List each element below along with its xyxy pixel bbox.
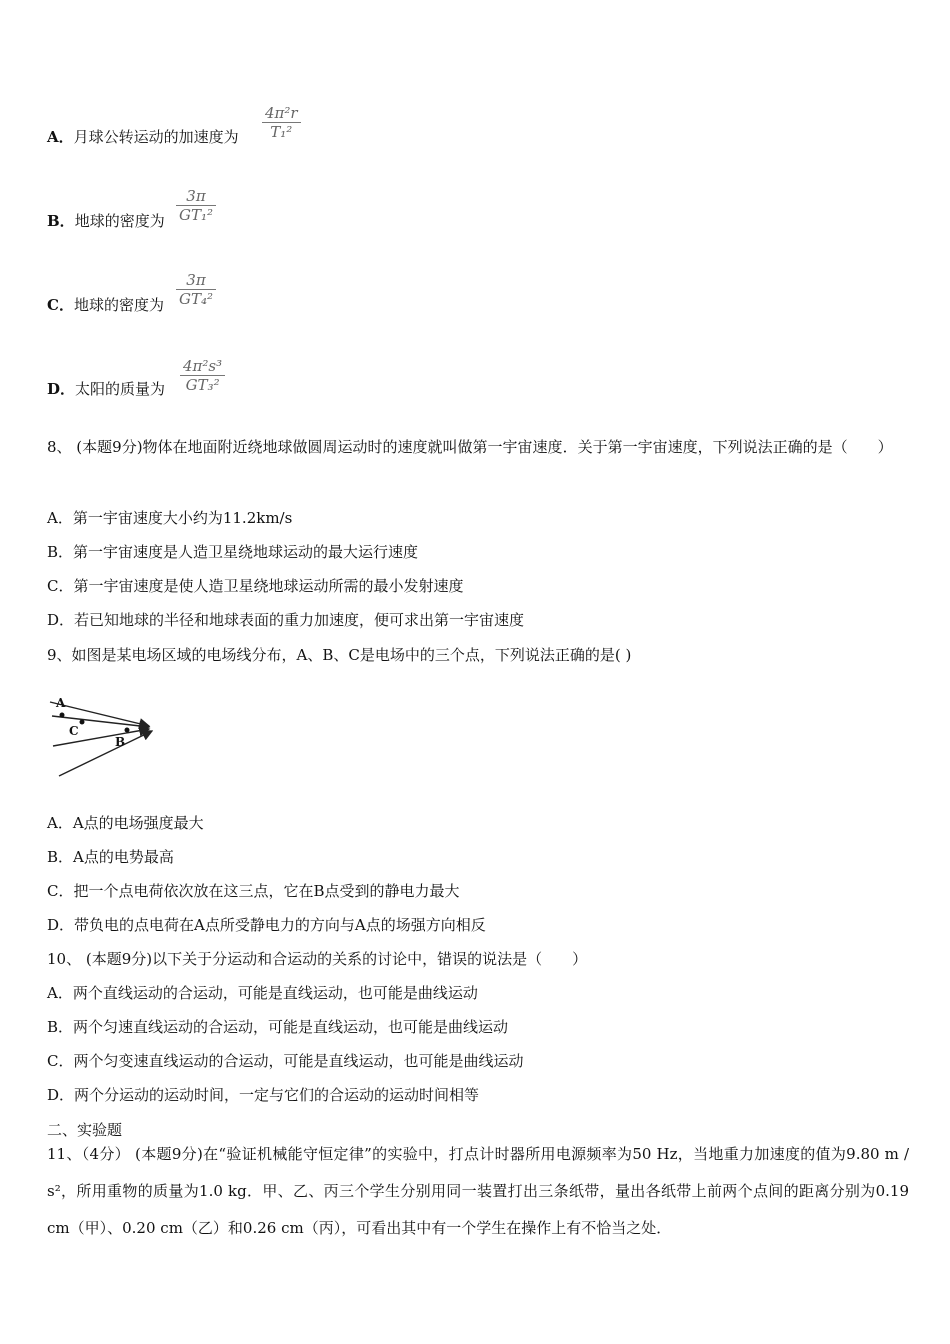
option-text: 地球的密度为 <box>73 296 164 314</box>
field-line <box>53 729 149 746</box>
fraction-denominator: GT₄² <box>179 290 214 308</box>
q10-option-a: A．两个直线运动的合运动，可能是直线运动，也可能是曲线运动 <box>47 984 478 1002</box>
option-label: D． <box>47 380 76 398</box>
q9-stem: 9、如图是某电场区域的电场线分布，A、B、C是电场中的三个点，下列说法正确的是( ) <box>47 646 632 664</box>
fraction-a <box>262 104 301 141</box>
q10-option-c: C．两个匀变速直线运动的合运动，可能是直线运动，也可能是曲线运动 <box>47 1052 524 1070</box>
fraction-numerator: 3π <box>186 187 206 205</box>
option-text: 地球的密度为 <box>74 212 165 230</box>
option-label: A． <box>47 128 74 146</box>
q7-option-c <box>47 295 164 315</box>
q8-stem: 8、 (本题9分)物体在地面附近绕地球做圆周运动时的速度就叫做第一宇宙速度．关于第一宇宙速度，下列说法正确的是（ ） <box>47 438 893 456</box>
fraction-numerator: 4π²r <box>265 104 298 122</box>
label-a: A <box>56 696 66 710</box>
electric-field-figure <box>45 680 160 785</box>
q9-option-b: B．A点的电势最高 <box>47 848 174 866</box>
q7-option-d <box>47 379 165 399</box>
option-label: C． <box>47 296 74 314</box>
point-a <box>60 713 65 718</box>
q11-stem: 11、（4分） (本题9分)在“验证机械能守恒定律”的实验中，打点计时器所用电源频率为50 Hz，当地重力加速度的值为9.80 m / s²，所用重物的质量为1.0 kg．甲、乙、丙三个学生分别用同一装置打出三条纸带，量出各纸带上前两个点间的距离分别为0.19 cm（甲）、0.20 cm（乙）和0.26 cm（丙），可看出其中有一个学生在操作上有不恰当之处． <box>47 1145 909 1237</box>
q9-option-c: C．把一个点电荷依次放在这三点，它在B点受到的静电力最大 <box>47 882 460 900</box>
fraction-denominator: T₁² <box>270 123 293 141</box>
q7-option-b <box>47 211 165 231</box>
q8-option-c: C．第一宇宙速度是使人造卫星绕地球运动所需的最小发射速度 <box>47 577 464 595</box>
option-text: 月球公转运动的加速度为 <box>73 128 239 146</box>
q7-option-a <box>47 127 239 147</box>
point-c <box>80 720 85 725</box>
option-label: B． <box>47 212 75 230</box>
fraction-denominator: GT₃² <box>185 376 220 394</box>
label-b: B <box>115 735 126 749</box>
fraction-numerator: 4π²s³ <box>183 357 223 375</box>
option-text: 太阳的质量为 <box>75 380 166 398</box>
q10-stem: 10、 (本题9分)以下关于分运动和合运动的关系的讨论中，错误的说法是（ ） <box>47 950 588 968</box>
q9-option-a: A．A点的电场强度最大 <box>47 814 204 832</box>
q10-option-b: B．两个匀速直线运动的合运动，可能是直线运动，也可能是曲线运动 <box>47 1018 509 1036</box>
q10-option-d: D．两个分运动的运动时间，一定与它们的合运动的运动时间相等 <box>47 1086 480 1104</box>
q8-option-a: A．第一宇宙速度大小约为11.2km/s <box>47 509 293 527</box>
point-b <box>125 728 130 733</box>
q8-option-b: B．第一宇宙速度是人造卫星绕地球运动的最大运行速度 <box>47 543 419 561</box>
fraction-c <box>176 271 216 308</box>
fraction-numerator: 3π <box>186 271 206 289</box>
q8-option-d: D．若已知地球的半径和地球表面的重力加速度，便可求出第一宇宙速度 <box>47 611 525 629</box>
field-line <box>52 716 149 727</box>
q9-option-d: D．带负电的点电荷在A点所受静电力的方向与A点的场强方向相反 <box>47 916 486 934</box>
fraction-denominator: GT₁² <box>179 206 214 224</box>
fraction-b <box>176 187 216 224</box>
section-title: 二、实验题 <box>47 1121 123 1139</box>
label-c: C <box>69 724 79 738</box>
fraction-d <box>180 357 225 394</box>
